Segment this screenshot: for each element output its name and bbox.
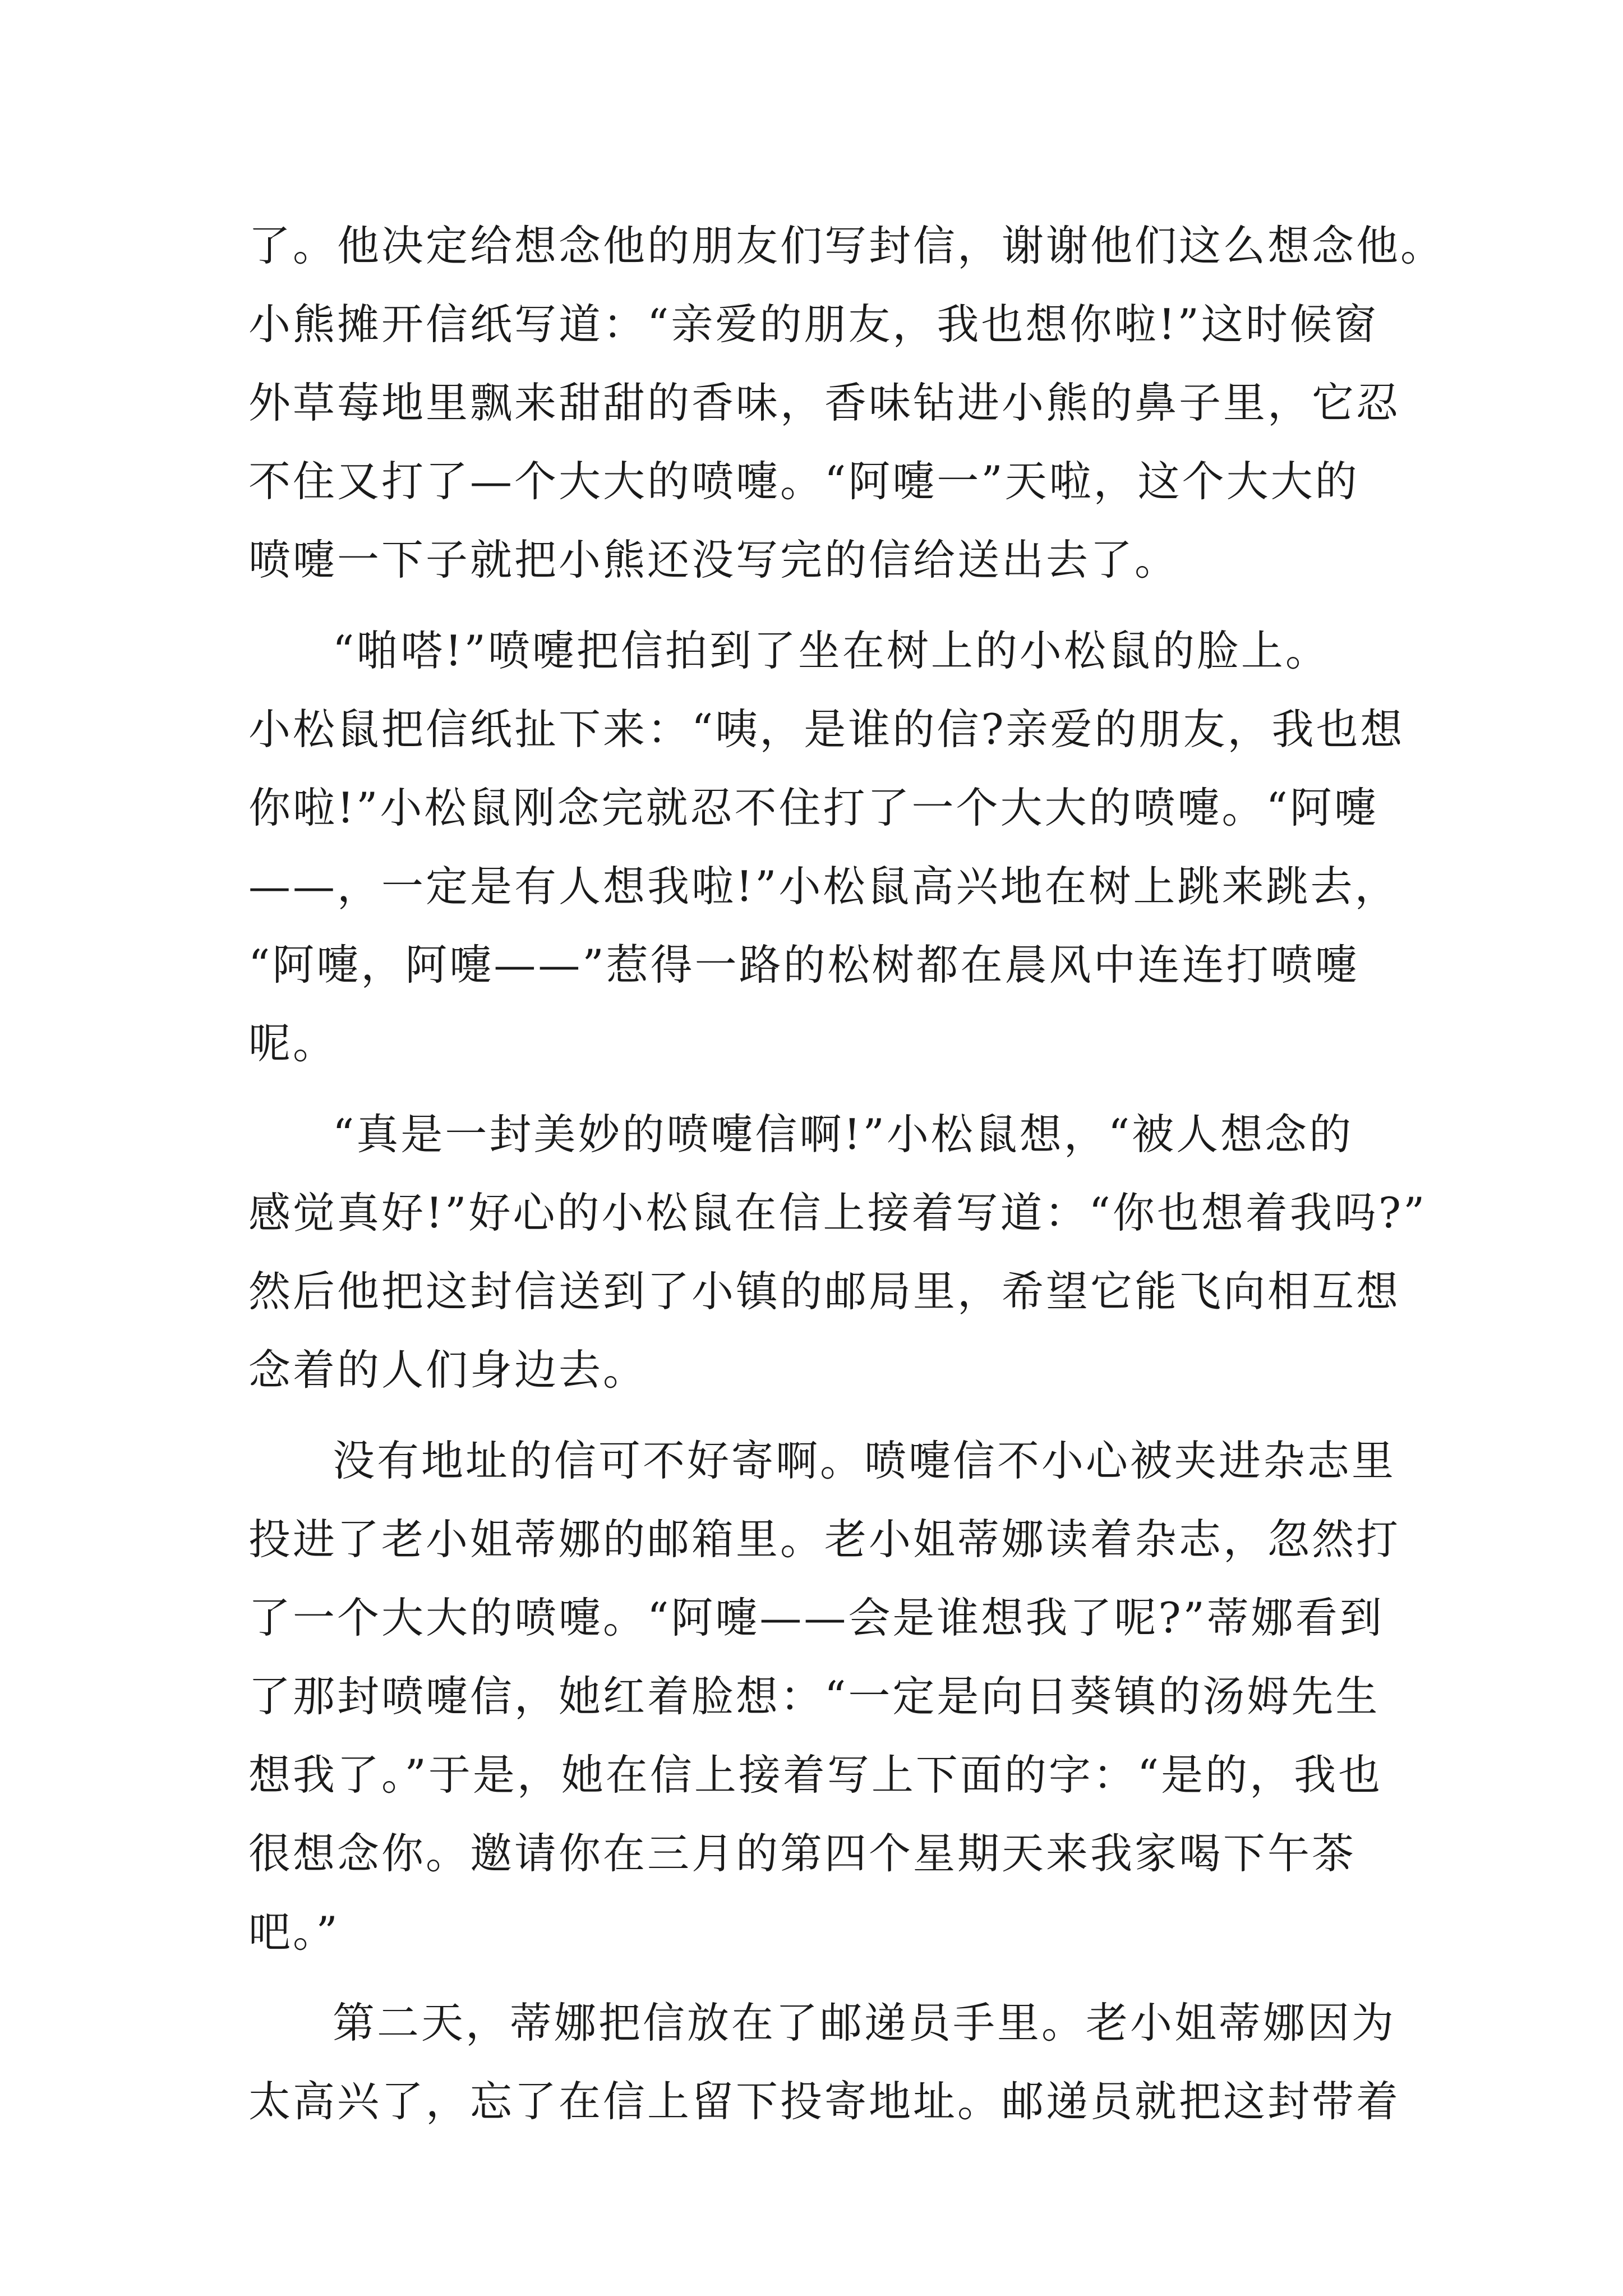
text-line-14: 然后他把这封信送到了小镇的邮局里，希望它能飞向相互想: [248, 1267, 1401, 1316]
text-line-18: 了一个大大的喷嚏。“阿嚏——会是谁想我了呢?”蒂娜看到: [248, 1593, 1384, 1642]
text-line-22: 吧。”: [248, 1907, 340, 1957]
paragraph-start-line-23: 第二天，蒂娜把信放在了邮递员手里。老小姐蒂娜因为: [333, 1998, 1396, 2047]
text-line-19: 了那封喷嚏信，她红着脸想：“一定是向日葵镇的汤姆先生: [248, 1672, 1380, 1721]
text-line-1: 了。他决定给想念他的朋友们写封信，谢谢他们这么想念他。: [248, 221, 1445, 270]
text-line-15: 念着的人们身边去。: [248, 1345, 648, 1395]
text-line-20: 想我了。”于是，她在信上接着写上下面的字：“是的，我也: [248, 1750, 1383, 1800]
text-line-11: 呢。: [248, 1019, 338, 1068]
text-line-8: 你啦!”小松鼠刚念完就忍不住打了一个大大的喷嚏。“阿嚏: [248, 783, 1378, 832]
paragraph-start-line-6: “啪嗒!”喷嚏把信拍到了坐在树上的小松鼠的脸上。: [333, 626, 1330, 675]
text-line-5: 喷嚏一下子就把小熊还没写完的信给送出去了。: [248, 535, 1179, 585]
story-text: [248, 206, 1445, 2141]
text-line-7: 小松鼠把信纸扯下来：“咦，是谁的信?亲爱的朋友，我也想: [248, 705, 1405, 754]
paragraph-start-line-12: “真是一封美妙的喷嚏信啊!”小松鼠想，“被人想念的: [333, 1110, 1354, 1159]
paragraph-start-line-16: 没有地址的信可不好寄啊。喷嚏信不小心被夹进杂志里: [333, 1436, 1396, 1485]
text-line-21: 很想念你。邀请你在三月的第四个星期天来我家喝下午茶: [248, 1829, 1357, 1878]
text-line-13: 感觉真好!”好心的小松鼠在信上接着写道：“你也想着我吗?”: [248, 1188, 1427, 1237]
text-line-17: 投进了老小姐蒂娜的邮箱里。老小姐蒂娜读着杂志，忽然打: [248, 1515, 1401, 1564]
text-line-4: 不住又打了—个大大的喷嚏。“阿嚏一”天啦，这个大大的: [248, 457, 1359, 506]
text-line-10: “阿嚏，阿嚏——”惹得一路的松树都在晨风中连连打喷嚏: [248, 940, 1359, 990]
text-line-9: ——，一定是有人想我啦!”小松鼠高兴地在树上跳来跳去，: [248, 862, 1399, 911]
text-line-2: 小熊摊开信纸写道：“亲爱的朋友，我也想你啦!”这时候窗: [248, 300, 1378, 349]
text-line-24: 太高兴了，忘了在信上留下投寄地址。邮递员就把这封带着: [248, 2077, 1401, 2126]
text-line-3: 外草莓地里飘来甜甜的香味，香味钻进小熊的鼻子里，它忍: [248, 378, 1401, 427]
